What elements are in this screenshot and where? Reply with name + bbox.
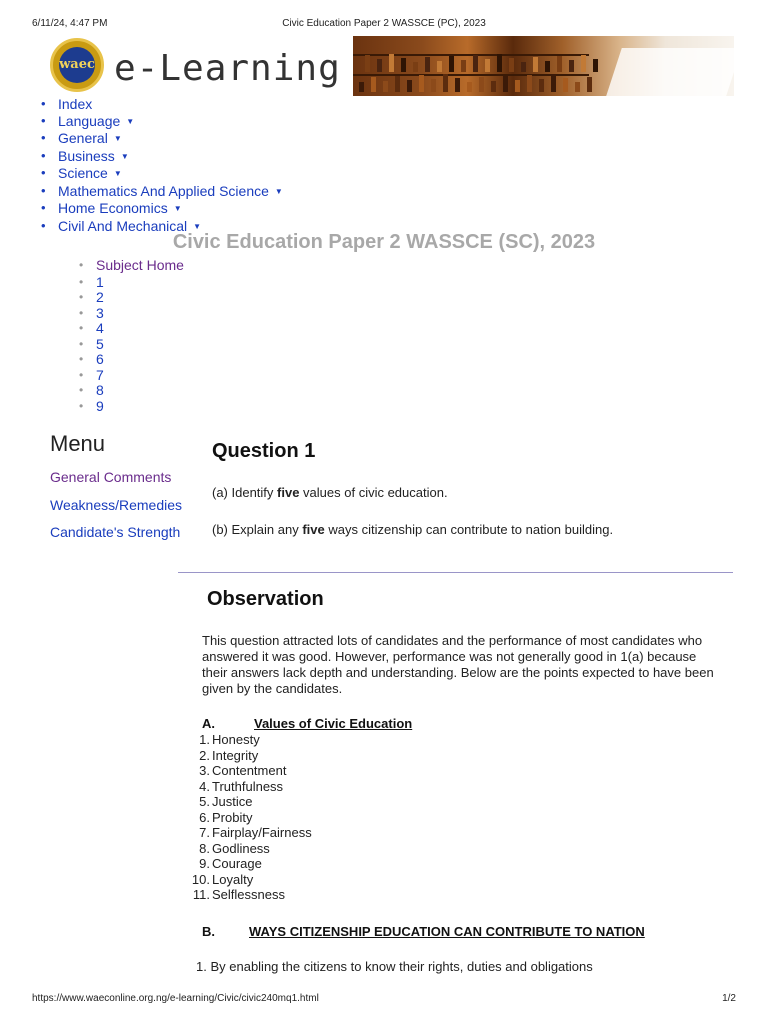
nav-item-index[interactable]: • Index (58, 96, 283, 113)
page-link-7[interactable]: • 7 (96, 368, 184, 384)
menu-link-candidates-strength[interactable]: Candidate's Strength (50, 524, 181, 540)
print-header (32, 18, 736, 32)
site-banner (44, 36, 734, 96)
question-title: Question 1 (212, 440, 316, 462)
question-a: (a) Identify five values of civic education. (212, 485, 448, 500)
dropdown-caret-icon: ▼ (173, 204, 182, 213)
observation-text: This question attracted lots of candidates and the performance of most candidates who answered it was good. However, performance was not generally good in 1(a) because their answers lack depth and understanding. Below are the points expected to have been given by the candidates. (202, 633, 714, 696)
value-item: 9. Courage (199, 856, 262, 871)
dropdown-caret-icon: ▼ (126, 116, 135, 126)
value-item: 4. Truthfulness (199, 778, 284, 794)
values-list (191, 732, 312, 903)
observation-title: Observation (207, 588, 324, 610)
value-item: 5. Justice (199, 794, 253, 809)
dropdown-caret-icon: ▼ (193, 221, 202, 231)
value-item: 2. Integrity (199, 747, 259, 763)
page-title: Civic Education Paper 2 WASSCE (SC), 2023 (172, 231, 596, 253)
logo-text: waec (59, 47, 95, 83)
value-item: 8. Godliness (199, 840, 270, 856)
print-title: Civic Education Paper 2 WASSCE (PC), 2023 (282, 18, 486, 29)
page-link-5[interactable]: • 5 (96, 337, 184, 353)
question-b: (b) Explain any five ways citizenship can contribute to nation building. (212, 522, 614, 537)
nav-item-science[interactable]: • Science ▼ (58, 165, 283, 183)
menu-link-general-comments[interactable]: General Comments (50, 469, 172, 485)
section-divider (178, 572, 733, 573)
nav-item-home-economics[interactable]: • Home Economics ▼ (58, 200, 283, 218)
dropdown-caret-icon: ▼ (113, 134, 122, 143)
nav-item-language[interactable]: • Language ▼ (58, 113, 283, 131)
page-link-1[interactable]: • 1 (96, 275, 184, 291)
value-item: 7. Fairplay/Fairness (199, 825, 312, 840)
page-nav (96, 258, 184, 414)
menu-title: Menu (50, 431, 106, 456)
nav-item-business[interactable]: • Business ▼ (58, 148, 283, 166)
page-link-2[interactable]: • 2 (96, 290, 184, 306)
dropdown-caret-icon: ▼ (274, 186, 283, 196)
waec-logo[interactable] (50, 38, 104, 92)
page-link-8[interactable]: • 8 (96, 383, 184, 399)
value-item: 3. Contentment (199, 763, 287, 778)
dropdown-caret-icon: ▼ (113, 169, 122, 178)
menu-link-weakness-remedies[interactable]: Weakness/Remedies (50, 497, 183, 513)
page-link-3[interactable]: • 3 (96, 306, 184, 322)
page-link-9[interactable]: • 9 (96, 399, 184, 415)
value-item: 1. Honesty (199, 732, 260, 747)
brand-title: e-Learning (114, 48, 341, 89)
dropdown-caret-icon: ▼ (120, 151, 129, 161)
page-number: 1/2 (722, 993, 736, 1004)
page-url: https://www.waeconline.org.ng/e-learning/Civic/civic240mq1.html (32, 993, 319, 1004)
nav-item-general[interactable]: • General ▼ (58, 130, 283, 148)
value-item: 6. Probity (199, 809, 253, 825)
library-banner-image (353, 36, 734, 96)
section-b-heading: B. WAYS CITIZENSHIP EDUCATION CAN CONTRIBUTE TO NATION (202, 924, 645, 939)
page-link-6[interactable]: • 6 (96, 352, 184, 368)
print-date: 6/11/24, 4:47 PM (32, 18, 108, 29)
nav-item-mathematics-and-applied-science[interactable]: • Mathematics And Applied Science ▼ (58, 183, 283, 201)
value-item: 11. Selflessness (192, 887, 285, 902)
page-link-4[interactable]: • 4 (96, 321, 184, 337)
value-item: 10. Loyalty (191, 871, 254, 887)
nav-item-civil-and-mechanical[interactable]: • Civil And Mechanical ▼ (58, 218, 283, 236)
section-a-heading: A. Values of Civic Education (202, 716, 413, 731)
ways-list-item: 1. By enabling the citizens to know their rights, duties and obligations (196, 959, 593, 974)
subject-home-link[interactable]: • Subject Home (96, 258, 184, 274)
main-nav (58, 96, 283, 235)
